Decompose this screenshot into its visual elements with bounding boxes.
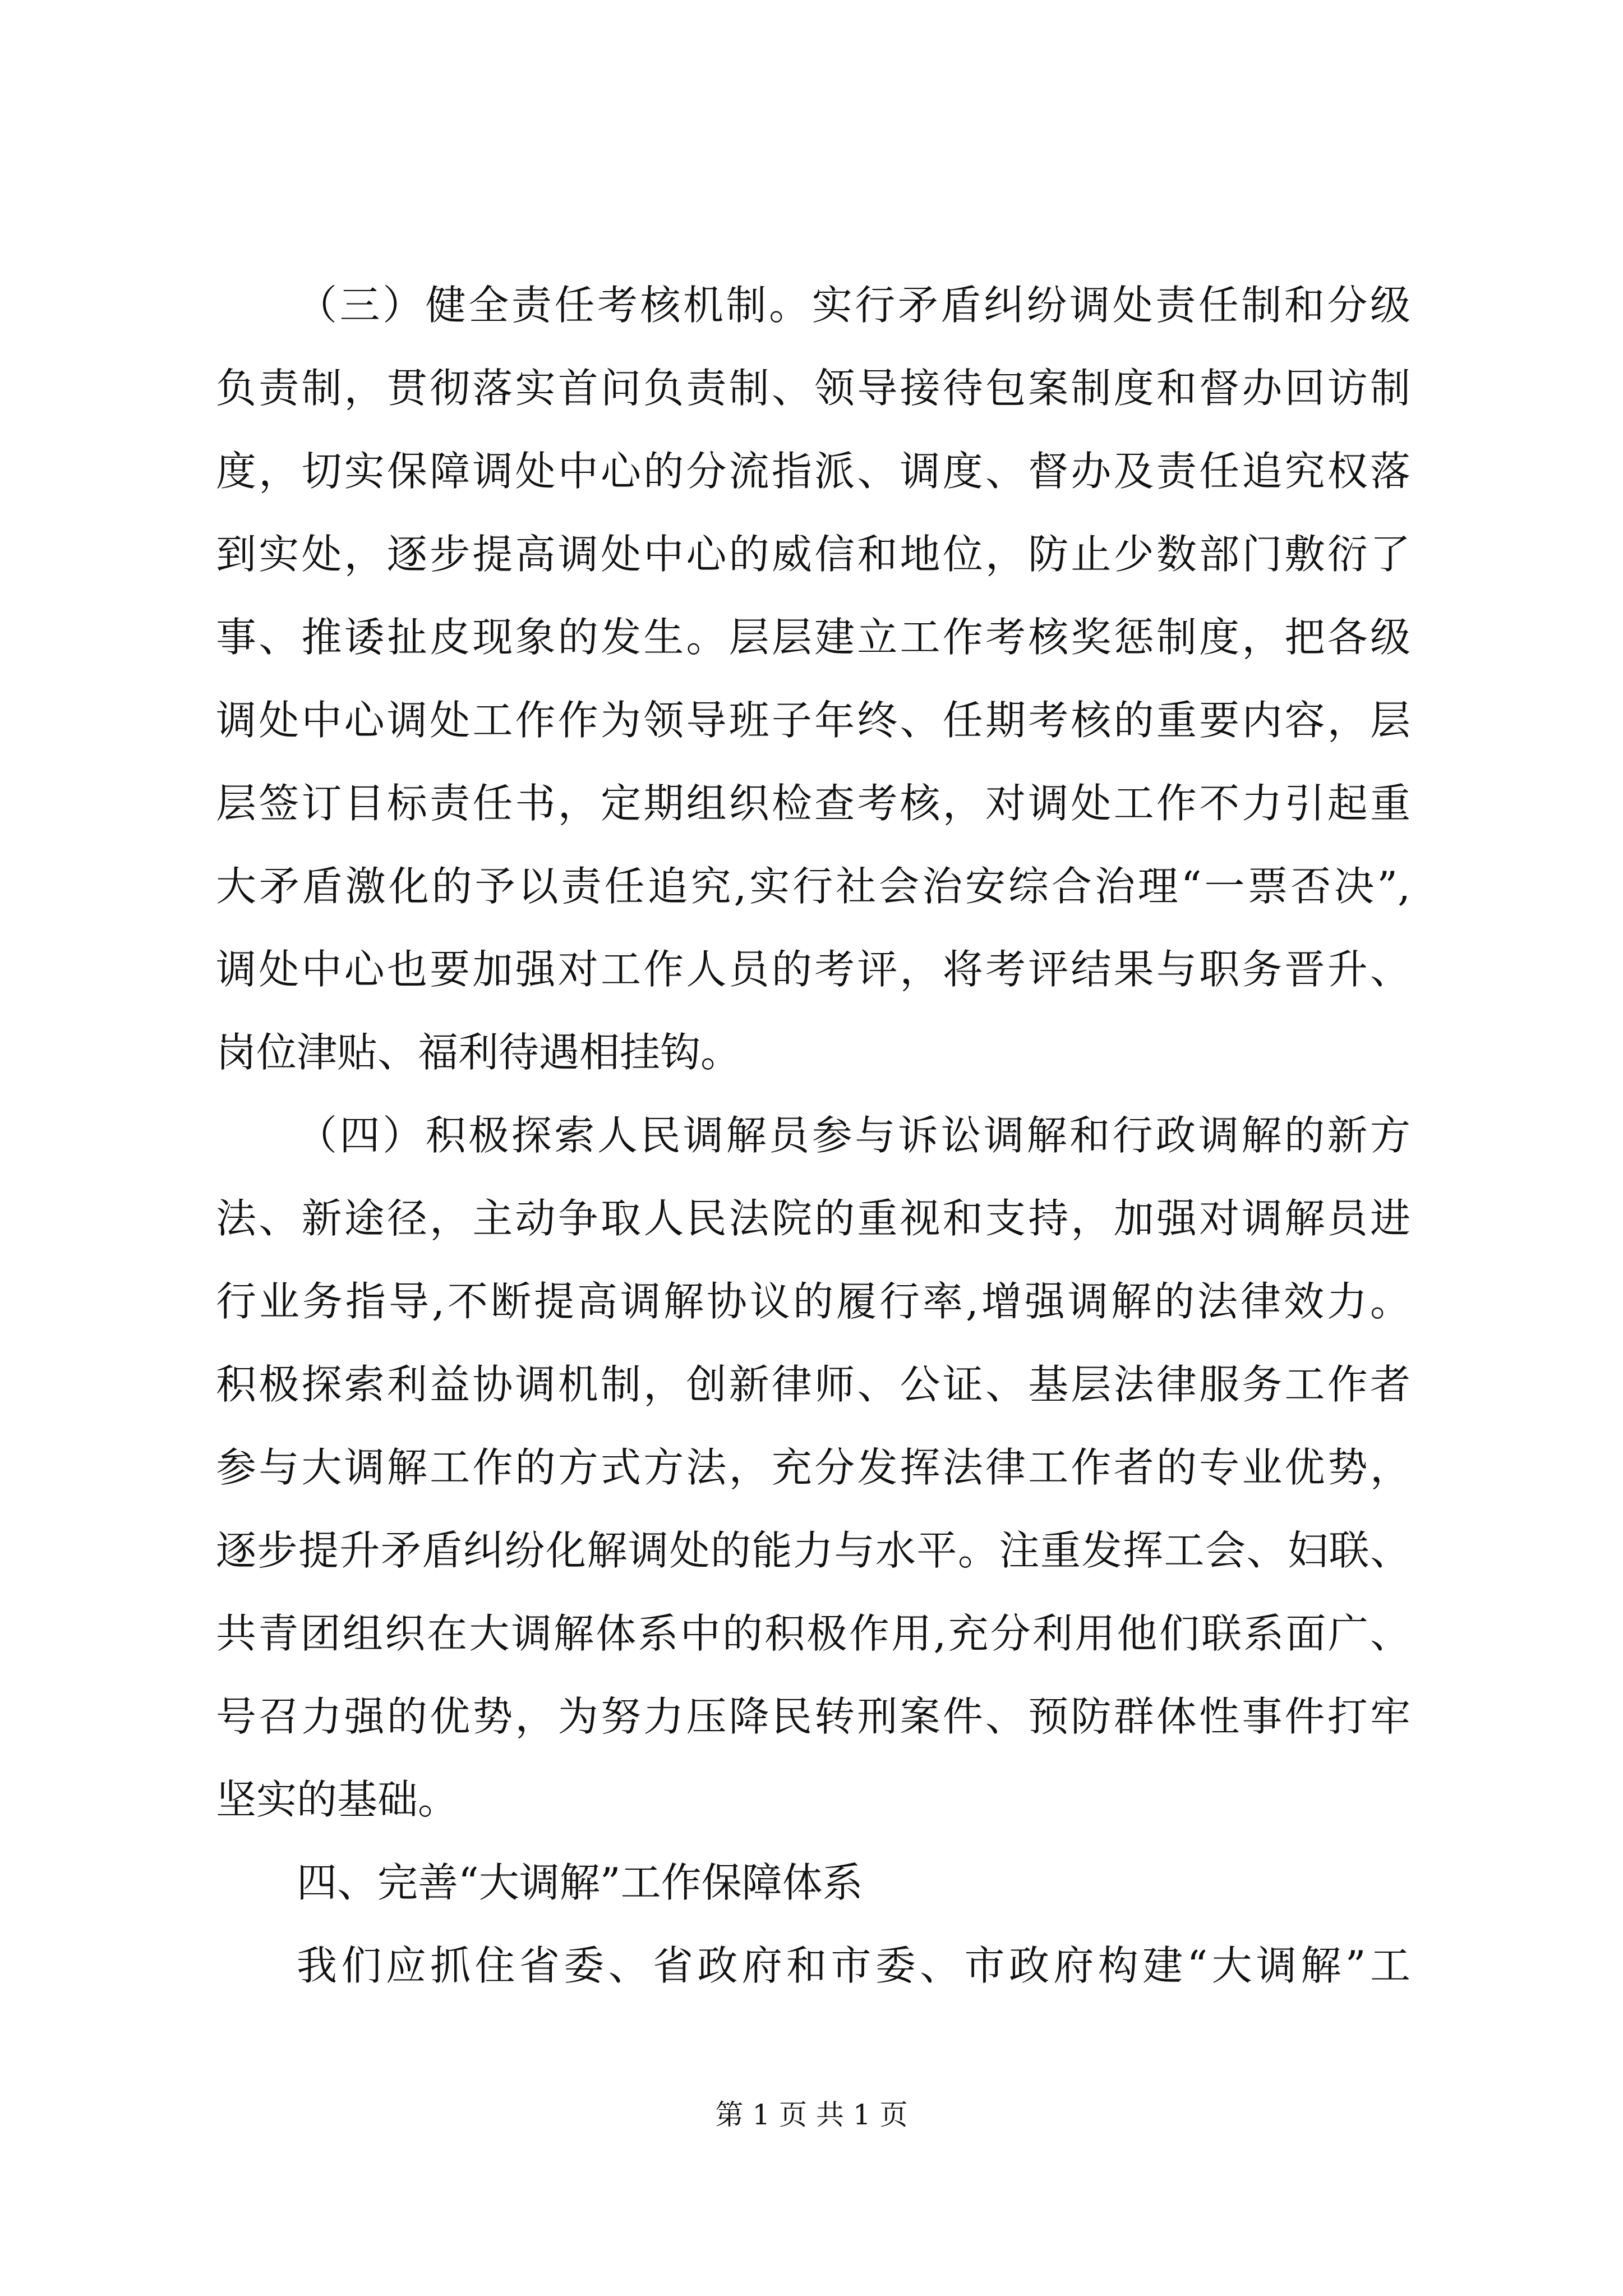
section-heading: 四、完善“大调解”工作保障体系 <box>297 1859 863 1906</box>
paragraph-3-line-2: 负责制，贯彻落实首问负责制、领导接待包案制度和督办回访制 <box>216 365 1410 412</box>
paragraph-3-line-9: 调处中心也要加强对工作人员的考评，将考评结果与职务晋升、 <box>216 946 1410 993</box>
page-footer: 第 1 页 共 1 页 <box>715 2099 908 2131</box>
paragraph-3-line-10: 岗位津贴、福利待遇相挂钩。 <box>216 1029 741 1076</box>
paragraph-3-line-3: 度，切实保障调处中心的分流指派、调度、督办及责任追究权落 <box>216 448 1410 495</box>
paragraph-4-line-1: （四）积极探索人民调解员参与诉讼调解和行政调解的新方 <box>297 1112 1410 1159</box>
paragraph-3-line-8: 大矛盾激化的予以责任追究,实行社会治安综合治理“一票否决”, <box>216 863 1410 910</box>
paragraph-4-line-6: 逐步提升矛盾纠纷化解调处的能力与水平。注重发挥工会、妇联、 <box>216 1527 1410 1574</box>
paragraph-4-line-4: 积极探索利益协调机制，创新律师、公证、基层法律服务工作者 <box>216 1361 1410 1408</box>
paragraph-4-line-3: 行业务指导,不断提高调解协议的履行率,增强调解的法律效力。 <box>216 1278 1410 1325</box>
paragraph-3-line-7: 层签订目标责任书，定期组织检查考核，对调处工作不力引起重 <box>216 780 1410 827</box>
paragraph-3-line-5: 事、推诿扯皮现象的发生。层层建立工作考核奖惩制度，把各级 <box>216 614 1410 661</box>
paragraph-3-line-1: （三）健全责任考核机制。实行矛盾纠纷调处责任制和分级 <box>297 282 1410 329</box>
body-text <box>216 264 1410 2007</box>
paragraph-3-line-6: 调处中心调处工作作为领导班子年终、任期考核的重要内容，层 <box>216 697 1410 744</box>
paragraph-4-line-8: 号召力强的优势，为努力压降民转刑案件、预防群体性事件打牢 <box>216 1693 1410 1740</box>
paragraph-4-line-2: 法、新途径，主动争取人民法院的重视和支持，加强对调解员进 <box>216 1195 1410 1242</box>
paragraph-3-line-4: 到实处，逐步提高调处中心的威信和地位，防止少数部门敷衍了 <box>216 531 1410 578</box>
paragraph-4-line-9: 坚实的基础。 <box>216 1776 459 1823</box>
paragraph-4-line-5: 参与大调解工作的方式方法，充分发挥法律工作者的专业优势， <box>216 1444 1410 1491</box>
paragraph-5-line-1: 我们应抓住省委、省政府和市委、市政府构建“大调解”工 <box>297 1942 1410 1989</box>
paragraph-4-line-7: 共青团组织在大调解体系中的积极作用,充分利用他们联系面广、 <box>216 1610 1410 1657</box>
